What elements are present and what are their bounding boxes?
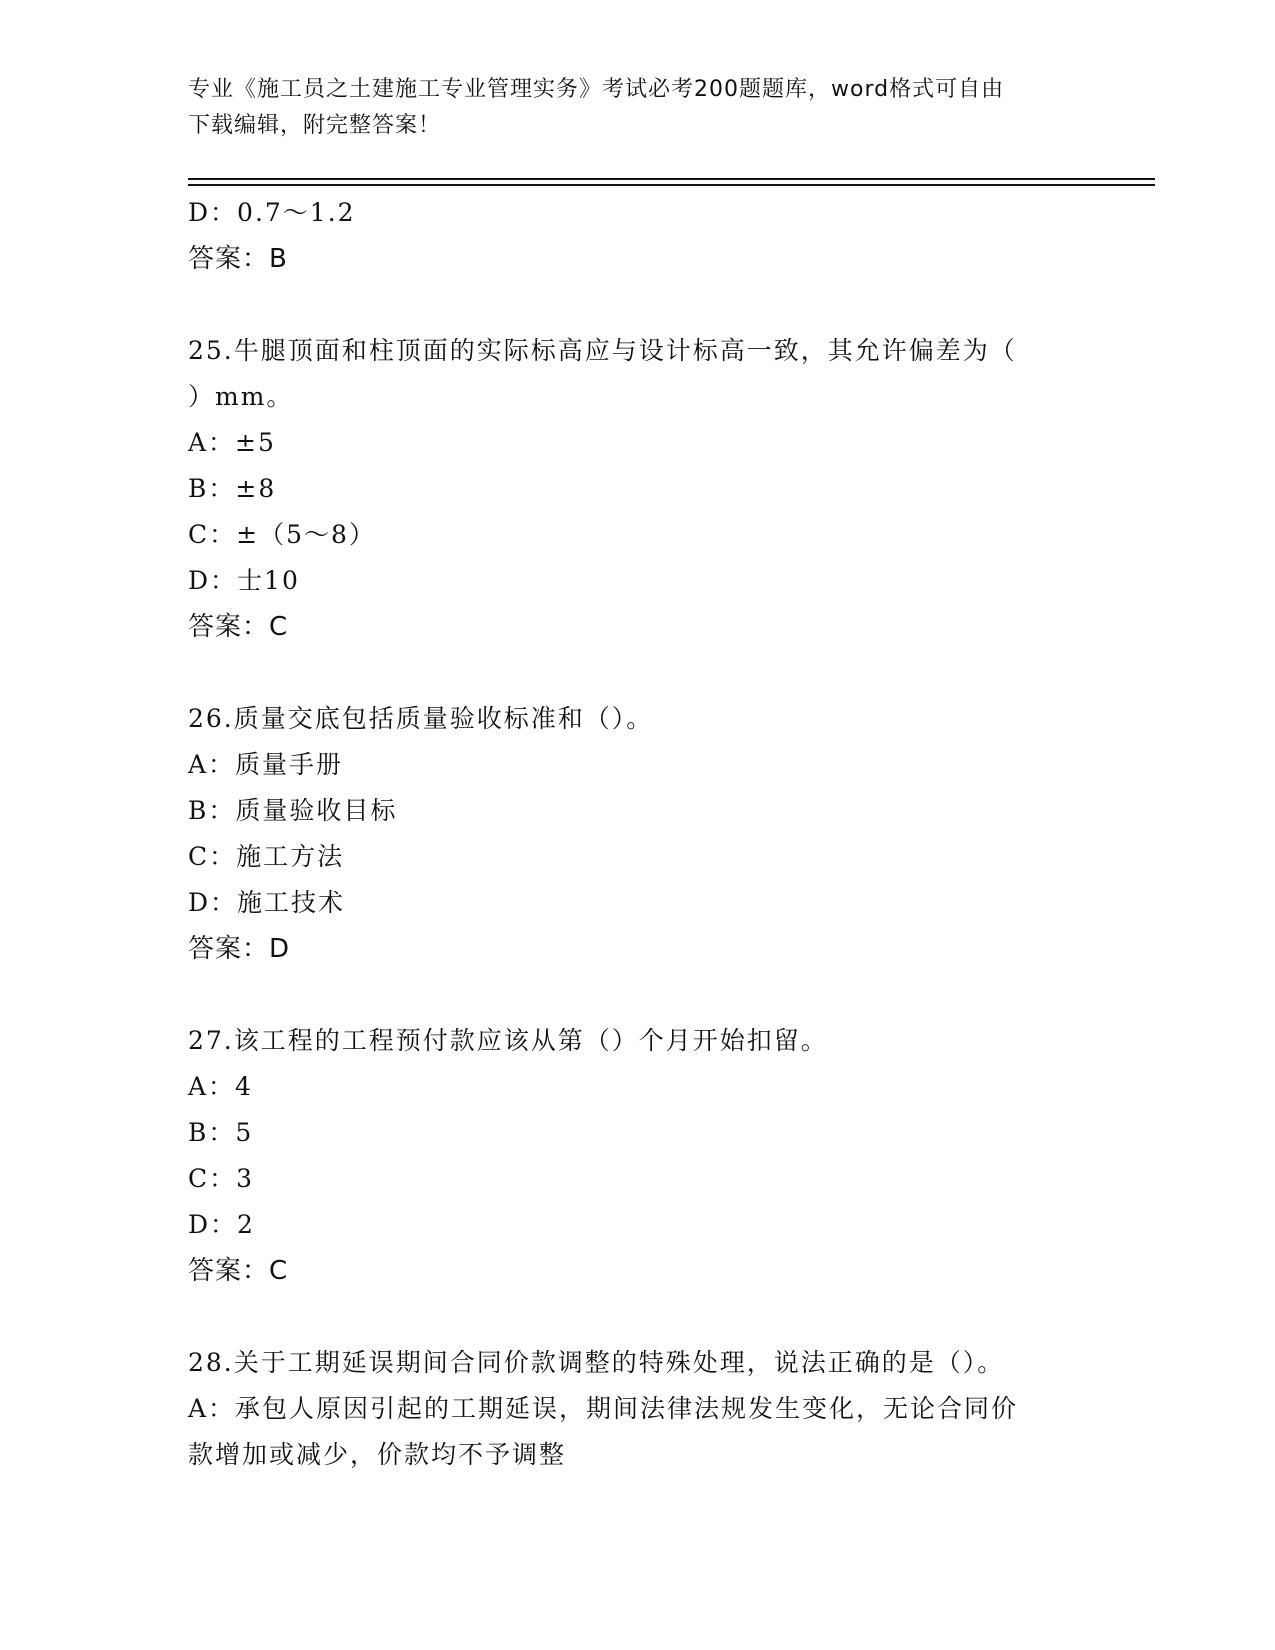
prev-answer: 答案：B [188, 244, 288, 274]
option-d: D：2 [188, 1210, 255, 1239]
question-28 [188, 1340, 1088, 1478]
option-d: D：士10 [188, 566, 300, 595]
question-stem: 27.该工程的工程预付款应该从第（）个月开始扣留。 [188, 1026, 828, 1055]
option-a: A：4 [188, 1072, 253, 1101]
header-rule-bottom [188, 184, 1155, 186]
spacer [188, 650, 1088, 696]
option-a: A：承包人原因引起的工期延误，期间法律法规发生变化，无论合同价 [188, 1394, 1019, 1423]
option-c: C：±（5～8） [188, 520, 376, 549]
option-b: B：5 [188, 1118, 254, 1147]
option-a: A：质量手册 [188, 750, 344, 779]
answer: 答案：C [188, 1256, 289, 1286]
question-stem: 25.牛腿顶面和柱顶面的实际标高应与设计标高一致，其允许偏差为（ [188, 336, 1017, 365]
spacer [188, 282, 1088, 328]
option-a: A：±5 [188, 428, 276, 457]
question-stem-continued: ）mm。 [188, 382, 294, 411]
question-25 [188, 328, 1088, 650]
answer: 答案：D [188, 934, 291, 964]
question-27 [188, 1018, 1088, 1294]
header-line-2: 下载编辑，附完整答案！ [188, 113, 442, 138]
option-a-continued: 款增加或减少，价款均不予调整 [188, 1440, 567, 1469]
header-line-1: 专业《施工员之土建施工专业管理实务》考试必考200题题库，word格式可自由 [188, 77, 1005, 102]
option-d: D：施工技术 [188, 888, 346, 917]
document-header [188, 72, 1088, 144]
option-b: B：质量验收目标 [188, 796, 398, 825]
question-stem: 26.质量交底包括质量验收标准和（）。 [188, 704, 654, 733]
option-c: C：3 [188, 1164, 255, 1193]
option-b: B：±8 [188, 474, 277, 503]
spacer [188, 1294, 1088, 1340]
header-rule-top [188, 178, 1155, 180]
prev-option-d: D：0.7～1.2 [188, 198, 356, 227]
spacer [188, 972, 1088, 1018]
question-26 [188, 696, 1088, 972]
document-body [188, 190, 1088, 1478]
answer: 答案：C [188, 612, 289, 642]
question-stem: 28.关于工期延误期间合同价款调整的特殊处理，说法正确的是（）。 [188, 1348, 1005, 1377]
option-c: C：施工方法 [188, 842, 345, 871]
